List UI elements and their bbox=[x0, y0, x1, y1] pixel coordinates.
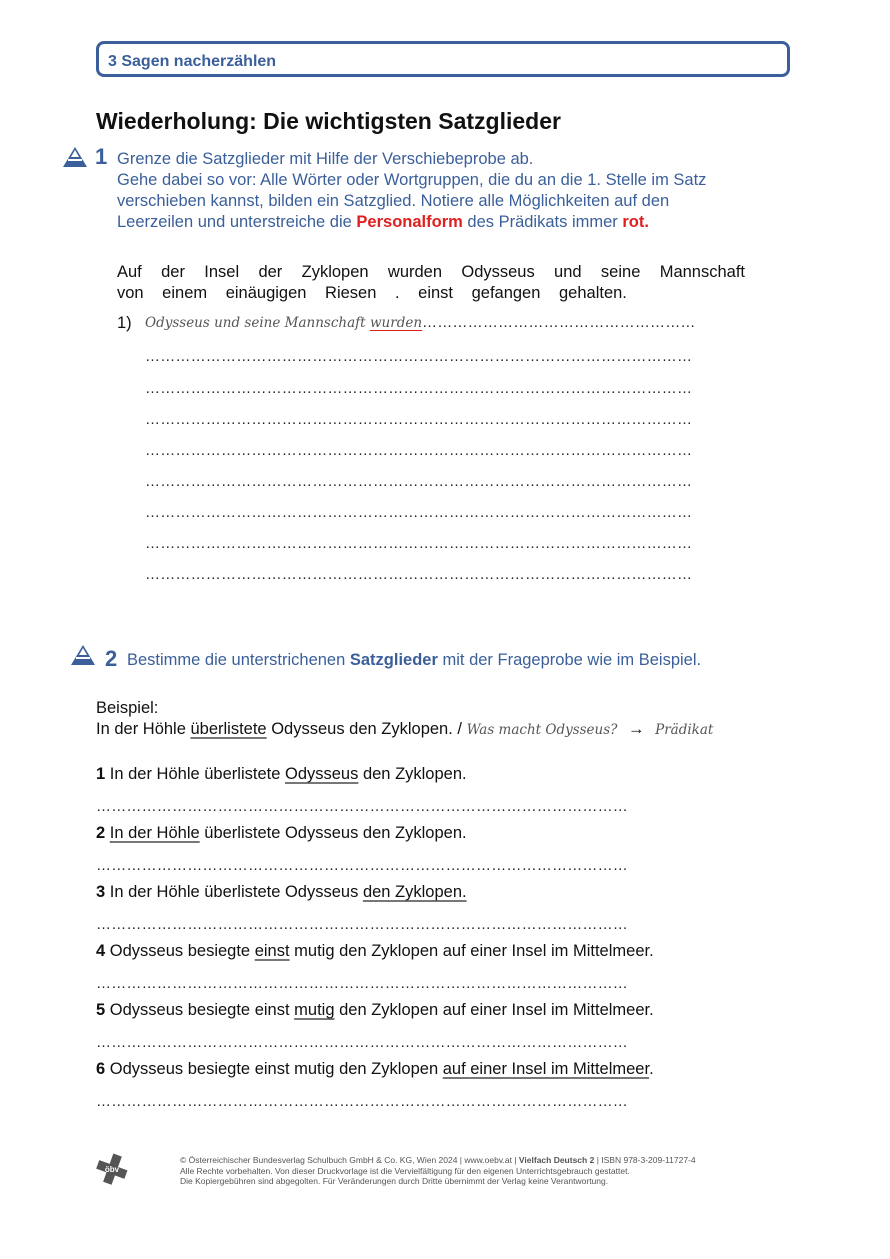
answer-line[interactable]: …………………………………………………………………………………………… bbox=[96, 857, 628, 874]
task2-item-text: Odysseus besiegte einst bbox=[109, 1001, 290, 1019]
answer-line[interactable]: …………………………………………………………………………………………… bbox=[96, 1034, 628, 1051]
arrow-right-icon: → bbox=[628, 720, 645, 738]
task2-item-underlined: mutig bbox=[294, 1001, 335, 1019]
task2-item-number: 1 bbox=[96, 765, 106, 783]
task2-instructions: Bestimme die unterstrichenen Satzglieder mit der Frageprobe wie im Beispiel. bbox=[127, 651, 702, 669]
oebv-logo-icon bbox=[94, 1152, 130, 1186]
answer-line[interactable]: ……………………………………………………………………………………………… bbox=[145, 411, 693, 428]
task2-number: 2 bbox=[105, 646, 118, 671]
task1-sentence-line2: von einem einäugigen Riesen . einst gefangen gehalten. bbox=[117, 284, 627, 302]
task2-item bbox=[96, 1060, 654, 1079]
footer bbox=[180, 1155, 696, 1187]
task1-number: 1 bbox=[95, 144, 108, 169]
task2-item-number: 2 bbox=[96, 824, 106, 842]
answer-line[interactable]: ……………………………………………………………………………………………… bbox=[145, 348, 693, 365]
task2-item-number: 5 bbox=[96, 1001, 106, 1019]
task2-item bbox=[96, 1001, 654, 1020]
answer-line[interactable]: ……………………………………………………………………………………………… bbox=[145, 473, 693, 490]
task2-item-text: den Zyklopen auf einer Insel im Mittelmeer. bbox=[339, 1001, 654, 1019]
beispiel-sentence: In der Höhle überlistete Odysseus den Zyklopen. / Was macht Odysseus? → Prädikat bbox=[96, 720, 714, 738]
task2-item-number: 3 bbox=[96, 883, 106, 901]
answer-line[interactable]: …………………………………………………………………………………………… bbox=[96, 798, 628, 815]
task2-item-underlined: auf einer Insel im Mittelmeer bbox=[442, 1060, 650, 1078]
footer-line2: Alle Rechte vorbehalten. Von dieser Druckvorlage ist die Vervielfältigung für den eigenen Unterrichtsgebrauch gestattet. bbox=[180, 1165, 630, 1176]
beispiel-label: Beispiel: bbox=[96, 699, 159, 717]
task2-item-text: . bbox=[649, 1060, 654, 1078]
answer-line[interactable]: ……………………………………………………………………………………………… bbox=[145, 504, 693, 521]
task2-item-underlined: einst bbox=[254, 942, 290, 960]
personalform-highlight: Personalform bbox=[356, 213, 463, 231]
answer-line[interactable]: ……………………………………………………………………………………………… bbox=[145, 380, 693, 397]
footer-line1: © Österreichischer Bundesverlag Schulbuch GmbH & Co. KG, Wien 2024 | www.oebv.at | Vielfach Deutsch 2 | ISBN 978-3-209-11727-4 bbox=[180, 1155, 696, 1165]
pyramid-level-icon bbox=[70, 644, 96, 666]
answer-line[interactable]: …………………………………………………………………………………………… bbox=[96, 975, 628, 992]
task1-line1: Grenze die Satzglieder mit Hilfe der Verschiebeprobe ab. bbox=[117, 150, 534, 168]
task2-item-number: 4 bbox=[96, 942, 106, 960]
task2-item bbox=[96, 824, 467, 843]
task1-sentence-line1: Auf der Insel der Zyklopen wurden Odysseus und seine Mannschaft bbox=[117, 263, 745, 281]
answer-line[interactable]: ……………………………………………………………………………………………… bbox=[145, 535, 693, 552]
example-handwriting-verb: wurden bbox=[370, 315, 423, 331]
task1-line4: Leerzeilen und unterstreiche die Personalform des Prädikats immer rot. bbox=[117, 213, 649, 231]
answer-dots: ……………………………………………… bbox=[422, 314, 696, 331]
task2-item-text: In der Höhle überlistete bbox=[109, 765, 281, 783]
example-number: 1) bbox=[117, 314, 132, 332]
task2-item-text: Odysseus besiegte einst mutig den Zyklopen bbox=[109, 1060, 439, 1078]
task2-item bbox=[96, 765, 467, 784]
pyramid-level-icon bbox=[62, 146, 88, 168]
beispiel-answer: Prädikat bbox=[655, 722, 714, 738]
answer-line[interactable]: …………………………………………………………………………………………… bbox=[96, 1093, 628, 1110]
answer-line[interactable]: ……………………………………………………………………………………………… bbox=[145, 442, 693, 459]
chapter-header: 3 Sagen nacherzählen bbox=[108, 53, 277, 70]
task2-item-number: 6 bbox=[96, 1060, 106, 1078]
beispiel-underlined: überlistete bbox=[190, 720, 267, 738]
example-handwriting: Odysseus und seine Mannschaft bbox=[145, 315, 366, 331]
page-title: Wiederholung: Die wichtigsten Satzglieder bbox=[96, 108, 561, 134]
task2-item-underlined: den Zyklopen. bbox=[362, 883, 467, 901]
answer-line[interactable]: …………………………………………………………………………………………… bbox=[96, 916, 628, 933]
task2-item-underlined: Odysseus bbox=[284, 765, 359, 783]
task1-line3: verschieben kannst, bilden ein Satzglied. Notiere alle Möglichkeiten auf den bbox=[117, 192, 670, 210]
task2-item-text: überlistete Odysseus den Zyklopen. bbox=[204, 824, 467, 842]
rot-highlight: rot. bbox=[622, 213, 649, 231]
task2-item bbox=[96, 883, 467, 902]
task2-item-text: mutig den Zyklopen auf einer Insel im Mittelmeer. bbox=[294, 942, 654, 960]
task2-item-underlined: In der Höhle bbox=[109, 824, 200, 842]
task1-line2: Gehe dabei so vor: Alle Wörter oder Wortgruppen, die du an die 1. Stelle im Satz bbox=[117, 171, 707, 189]
answer-line[interactable]: ……………………………………………………………………………………………… bbox=[145, 566, 693, 583]
task2-item-text: In der Höhle überlistete Odysseus bbox=[109, 883, 359, 901]
task2-item-text: den Zyklopen. bbox=[362, 765, 467, 783]
task1-instructions bbox=[117, 149, 706, 233]
logo-text: öbv bbox=[104, 1165, 120, 1174]
task2-item-text: Odysseus besiegte bbox=[109, 942, 251, 960]
footer-line3: Die Kopiergebühren sind abgegolten. Für Veränderungen durch Dritte übernimmt der Verlag keine Verantwortung. bbox=[180, 1176, 609, 1186]
example-answer-line bbox=[145, 314, 696, 332]
beispiel-handwriting: Was macht Odysseus? bbox=[466, 722, 618, 738]
satzglieder-bold: Satzglieder bbox=[349, 651, 438, 669]
task2-item bbox=[96, 942, 654, 961]
